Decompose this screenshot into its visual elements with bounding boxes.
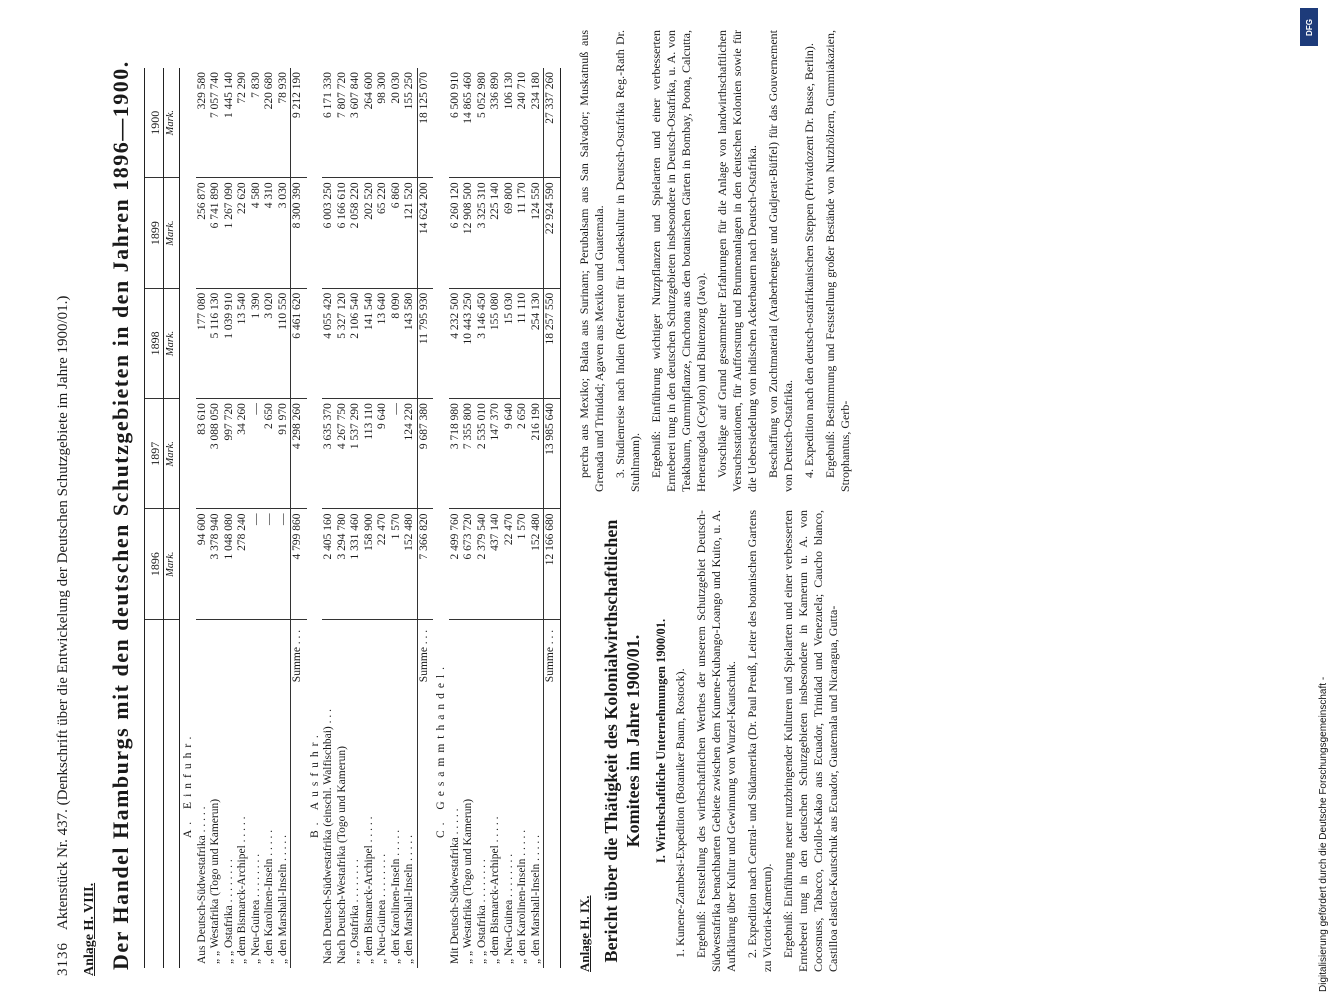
sum-label: Summe . . . xyxy=(417,619,433,968)
trade-table xyxy=(144,68,561,968)
table-row xyxy=(516,68,530,968)
table-corner xyxy=(145,619,164,968)
paragraph: 1. Kunene-Zambesi-Expedition (Botaniker Baum, Rostock). xyxy=(672,668,687,958)
row-label: „ Neu-Guinea . . . . . . . . xyxy=(376,853,388,964)
table-row xyxy=(223,68,237,968)
annex-viii-title: Der Handel Hamburgs mit den deutschen Schutzgebieten in den Jahren 1896—1900. xyxy=(108,60,133,970)
year-header: 1896 xyxy=(145,509,164,619)
value-cell: 22 470 xyxy=(376,509,390,619)
value-cell: 10 443 250 xyxy=(462,288,476,398)
value-cell: 22 620 xyxy=(236,178,250,288)
value-cell: 202 520 xyxy=(363,178,377,288)
row-label: „ den Karolinen-Inseln . . . . . xyxy=(389,829,402,964)
page-number: 3136 xyxy=(55,942,71,976)
sum-row xyxy=(291,68,307,968)
value-cell: 12 908 500 xyxy=(462,178,476,288)
value-cell: 336 890 xyxy=(489,68,503,178)
value-cell: 264 600 xyxy=(363,68,377,178)
value-cell: 2 106 540 xyxy=(349,288,363,398)
value-cell: 2 379 540 xyxy=(476,509,490,619)
value-cell: 83 610 xyxy=(196,399,210,509)
table-row xyxy=(503,68,517,968)
table-row xyxy=(530,68,544,968)
value-cell: 4 267 750 xyxy=(336,399,350,509)
value-cell: 113 110 xyxy=(363,399,377,509)
table-row xyxy=(263,68,277,968)
value-cell: — xyxy=(250,399,264,509)
value-cell: 3 325 310 xyxy=(476,178,490,288)
value-cell: 216 190 xyxy=(530,399,544,509)
value-cell: 152 480 xyxy=(403,509,417,619)
value-cell: 15 030 xyxy=(503,288,517,398)
value-cell: 158 900 xyxy=(363,509,377,619)
row-label: „ „ Ostafrika . . . . . . . . xyxy=(475,859,488,964)
sum-row xyxy=(544,68,561,968)
table-row xyxy=(403,68,417,968)
row-label: „ den Karolinen-Inseln . . . . . xyxy=(516,829,528,964)
value-cell: 1 331 460 xyxy=(349,509,363,619)
unit-header: Mark. xyxy=(163,509,180,619)
section-heading: I. Wirthschaftliche Unternehmungen 1900/01. xyxy=(653,618,668,864)
value-cell: 2 650 xyxy=(263,399,277,509)
value-cell: 437 140 xyxy=(489,509,503,619)
value-cell: 3 718 980 xyxy=(449,399,463,509)
table-row xyxy=(322,68,336,968)
running-head-text: Aktenstück Nr. 437. (Denkschrift über die Entwickelung der Deutschen Schutzgebiete im Jahre 1900/01.) xyxy=(55,295,71,930)
value-cell: 6 741 890 xyxy=(209,178,223,288)
value-cell: 7 830 xyxy=(250,68,264,178)
value-cell: 124 220 xyxy=(403,399,417,509)
value-cell: 141 540 xyxy=(363,288,377,398)
year-header: 1899 xyxy=(145,178,164,288)
sum-label: Summe . . . xyxy=(544,619,561,968)
annex-ix xyxy=(577,28,859,976)
sum-cell: 6 461 620 xyxy=(291,288,307,398)
value-cell: 22 470 xyxy=(503,509,517,619)
row-label: „ Neu-Guinea . . . . . . . . xyxy=(502,853,515,964)
value-cell: 6 673 720 xyxy=(462,509,476,619)
table-row xyxy=(449,68,463,968)
row-label: „ „ Westafrika (Togo und Kamerun) xyxy=(209,798,221,964)
value-cell: 225 140 xyxy=(489,178,503,288)
row-label: Mit Deutsch-Südwestafrika . . . . . xyxy=(448,808,461,964)
paragraph: Beschaffung von Zuchtmaterial (Araberhengste und Gudjerat-Büffel) für das Gouvernement von Deutsch-Ostafrika. xyxy=(765,30,795,492)
value-cell: 7 057 740 xyxy=(209,68,223,178)
sum-cell: 13 985 640 xyxy=(544,399,561,509)
section-title: A. Einfuhr. xyxy=(182,731,194,838)
value-cell: 234 180 xyxy=(530,68,544,178)
table-row xyxy=(462,68,476,968)
value-cell: — xyxy=(263,509,277,619)
value-cell: 4 232 500 xyxy=(449,288,463,398)
value-cell: 1 048 080 xyxy=(223,509,237,619)
table-row xyxy=(277,68,291,968)
value-cell: 7 807 720 xyxy=(336,68,350,178)
row-label: „ den Marshall-Inseln . . . . . xyxy=(403,834,415,964)
table-row xyxy=(196,68,210,968)
value-cell: 3 088 050 xyxy=(209,399,223,509)
value-cell: 2 405 160 xyxy=(322,509,336,619)
value-cell: 69 800 xyxy=(503,178,517,288)
value-cell: 6 166 610 xyxy=(336,178,350,288)
paragraph: 2. Expedition nach Central- und Südamerika (Dr. Paul Preuß, Leiter des botanischen Gartens zu Victoria-Kamerun). xyxy=(744,510,774,972)
row-label: „ den Marshall-Inseln . . . . . xyxy=(529,834,542,964)
sum-cell: 18 125 070 xyxy=(417,68,433,178)
unit-header: Mark. xyxy=(163,399,180,509)
row-label: Aus Deutsch-Südwestafrika . . . . . xyxy=(195,806,208,964)
row-label: „ „ Westafrika (Togo und Kamerun) xyxy=(462,798,474,964)
annex-ix-label: Anlage H. IX. xyxy=(576,895,592,972)
value-cell: 1 267 090 xyxy=(223,178,237,288)
section-title-row xyxy=(180,68,196,968)
table-row xyxy=(390,68,404,968)
value-cell: 997 720 xyxy=(223,399,237,509)
row-label: Nach Deutsch-Westafrika (Togo und Kamerun) xyxy=(335,746,348,964)
value-cell: 5 327 120 xyxy=(336,288,350,398)
sum-row xyxy=(417,68,433,968)
row-label: „ dem Bismarck-Archipel . . . . . xyxy=(236,816,248,964)
section-title: C. Gesammthandel. xyxy=(435,661,447,838)
value-cell: — xyxy=(250,509,264,619)
sum-cell: 9 687 380 xyxy=(417,399,433,509)
value-cell: 3 378 940 xyxy=(209,509,223,619)
value-cell: 13 540 xyxy=(236,288,250,398)
value-cell: 14 865 460 xyxy=(462,68,476,178)
table-row xyxy=(209,68,223,968)
value-cell: 20 030 xyxy=(390,68,404,178)
paragraph: Vorschläge auf Grund gesammelter Erfahrungen für die Anlage von landwirthschaftlichen Versuchsstationen, für Aufforstung und Brunnenanlagen in den deutschen Kolonien sowie für die Uebersiedelung von indischen Ackerbauern nach Deutsch-Ostafrika. xyxy=(714,30,759,492)
value-cell: 1 570 xyxy=(516,509,530,619)
value-cell: — xyxy=(277,509,291,619)
paragraph: percha aus Mexiko; Balata aus Surinam; Perubalsam aus San Salvador; Muskatnuß aus Grenada und Trinidad; Agaven aus Mexiko und Guatemala. xyxy=(576,30,606,492)
value-cell: 13 640 xyxy=(376,288,390,398)
value-cell: 1 039 910 xyxy=(223,288,237,398)
value-cell: 240 710 xyxy=(516,68,530,178)
value-cell: 5 116 130 xyxy=(209,288,223,398)
value-cell: 143 580 xyxy=(403,288,417,398)
value-cell: 91 970 xyxy=(277,399,291,509)
value-cell: 98 300 xyxy=(376,68,390,178)
value-cell: 2 058 220 xyxy=(349,178,363,288)
value-cell: 72 290 xyxy=(236,68,250,178)
value-cell: 106 130 xyxy=(503,68,517,178)
table-body xyxy=(180,68,561,968)
sum-cell: 7 366 820 xyxy=(417,509,433,619)
value-cell: 8 090 xyxy=(390,288,404,398)
value-cell: 256 870 xyxy=(196,178,210,288)
unit-header: Mark. xyxy=(163,68,180,178)
value-cell: 2 499 760 xyxy=(449,509,463,619)
sum-cell: 8 300 390 xyxy=(291,178,307,288)
value-cell: 121 520 xyxy=(403,178,417,288)
value-cell: 1 537 290 xyxy=(349,399,363,509)
table-row xyxy=(250,68,264,968)
paragraph: Ergebniß: Feststellung des wirthschaftlichen Werthes der unserem Schutzgebiet Deutsch-Südwestafrika benachbarten Gebiete zwischen dem Kunene-Kubango-Loango und Kuito, u. A. Aufklärung über Kultur und Gewinnung von Wurzel-Kautschuk. xyxy=(693,510,738,972)
sum-cell: 11 795 930 xyxy=(417,288,433,398)
value-cell: 329 580 xyxy=(196,68,210,178)
annex-ix-right-column xyxy=(577,30,859,492)
row-label: „ dem Bismarck-Archipel . . . . . xyxy=(362,816,375,964)
value-cell: 2 650 xyxy=(516,399,530,509)
value-cell: 4 580 xyxy=(250,178,264,288)
value-cell: 9 640 xyxy=(376,399,390,509)
table-row xyxy=(336,68,350,968)
table-row xyxy=(363,68,377,968)
sum-cell: 4 298 260 xyxy=(291,399,307,509)
value-cell: 6 171 330 xyxy=(322,68,336,178)
row-label: „ Neu-Guinea . . . . . . . . xyxy=(249,853,262,964)
year-header: 1898 xyxy=(145,288,164,398)
row-label: „ den Karolinen-Inseln . . . . . xyxy=(263,829,275,964)
dfg-logo: DFG xyxy=(1300,8,1318,46)
value-cell: 147 370 xyxy=(489,399,503,509)
value-cell: 254 130 xyxy=(530,288,544,398)
row-label: Nach Deutsch-Südwestafrika (einschl. Walfischbai) . . . xyxy=(322,709,334,964)
paragraph: Ergebniß: Einführung wichtiger Nutzpflanzen und Spielarten und einer verbesserten Ernteberei tung in den deutschen Schutzgebieten insbesondere in Deutsch-Ostafrika, u. A. von Teakbaum, Gummipflanze, Cinchona aus den botanischen Gärten in Bombay, Poona, Calcutta, Heneratgoda (Ceylon) und Buitenzorg (Java). xyxy=(648,30,708,492)
section-title-row xyxy=(307,68,323,968)
value-cell: 3 030 xyxy=(277,178,291,288)
table-row xyxy=(376,68,390,968)
table-row xyxy=(489,68,503,968)
table-row xyxy=(349,68,363,968)
sum-cell: 9 212 190 xyxy=(291,68,307,178)
value-cell: 155 250 xyxy=(403,68,417,178)
value-cell: 152 480 xyxy=(530,509,544,619)
value-cell: 6 860 xyxy=(390,178,404,288)
value-cell: 78 930 xyxy=(277,68,291,178)
value-cell: 3 635 370 xyxy=(322,399,336,509)
paragraph: 3. Studienreise nach Indien (Referent für Landeskultur in Deutsch-Ostafrika Reg.-Rath Dr. Stuhlmann). xyxy=(612,30,642,492)
value-cell: 9 640 xyxy=(503,399,517,509)
value-cell: 1 570 xyxy=(390,509,404,619)
section-title: B. Ausfuhr. xyxy=(308,730,321,838)
row-label: „ den Marshall-Inseln . . . . . xyxy=(276,834,289,964)
paragraph: Ergebniß: Bestimmung und Feststellung großer Bestände von Nutzhölzern, Gummiakazien, Strophantus, Gerb- xyxy=(822,30,852,492)
value-cell: 1 390 xyxy=(250,288,264,398)
unit-header: Mark. xyxy=(163,288,180,398)
year-header: 1900 xyxy=(145,68,164,178)
unit-header: Mark. xyxy=(163,178,180,288)
value-cell: 220 680 xyxy=(263,68,277,178)
value-cell: 94 600 xyxy=(196,509,210,619)
value-cell: 124 550 xyxy=(530,178,544,288)
sum-cell: 4 799 860 xyxy=(291,509,307,619)
value-cell: 7 355 800 xyxy=(462,399,476,509)
value-cell: 3 146 450 xyxy=(476,288,490,398)
annex-ix-left-column xyxy=(577,510,859,972)
value-cell: 1 445 140 xyxy=(223,68,237,178)
rotated-page xyxy=(45,0,1285,1000)
table-row xyxy=(476,68,490,968)
value-cell: 11 170 xyxy=(516,178,530,288)
section-title-row xyxy=(433,68,449,968)
value-cell: 2 535 010 xyxy=(476,399,490,509)
paragraph: 4. Expedition nach den deutsch-ostafrikanischen Steppen (Privatdozent Dr. Busse, Berlin). xyxy=(801,43,816,478)
value-cell: 5 052 980 xyxy=(476,68,490,178)
value-cell: 3 020 xyxy=(263,288,277,398)
value-cell: 6 260 120 xyxy=(449,178,463,288)
row-label: „ „ Ostafrika . . . . . . . . xyxy=(349,859,361,964)
sum-cell: 22 924 590 xyxy=(544,178,561,288)
sum-cell: 12 166 680 xyxy=(544,509,561,619)
value-cell: — xyxy=(390,399,404,509)
value-cell: 177 080 xyxy=(196,288,210,398)
value-cell: 4 310 xyxy=(263,178,277,288)
annex-ix-title: Bericht über die Thätigkeit des Kolonialwirthschaftlichen Komitees im Jahre 1900/01. xyxy=(600,519,643,963)
value-cell: 110 550 xyxy=(277,288,291,398)
row-label: „ dem Bismarck-Archipel . . . . . xyxy=(489,816,501,964)
value-cell: 34 260 xyxy=(236,399,250,509)
running-head xyxy=(55,28,72,976)
row-label: „ „ Ostafrika . . . . . . . . xyxy=(222,859,235,964)
value-cell: 6 003 250 xyxy=(322,178,336,288)
sum-label: Summe . . . xyxy=(291,619,307,968)
year-header: 1897 xyxy=(145,399,164,509)
table-row xyxy=(236,68,250,968)
value-cell: 4 055 420 xyxy=(322,288,336,398)
sum-cell: 27 337 260 xyxy=(544,68,561,178)
value-cell: 11 110 xyxy=(516,288,530,398)
value-cell: 278 240 xyxy=(236,509,250,619)
value-cell: 155 080 xyxy=(489,288,503,398)
sum-cell: 14 624 200 xyxy=(417,178,433,288)
sum-cell: 18 257 550 xyxy=(544,288,561,398)
value-cell: 65 220 xyxy=(376,178,390,288)
value-cell: 6 500 910 xyxy=(449,68,463,178)
annex-viii-label: Anlage H. VIII. xyxy=(82,882,97,976)
digitization-note: Digitalisierung gefördert durch die Deutsche Forschungsgemeinschaft - xyxy=(1318,676,1329,992)
value-cell: 3 607 840 xyxy=(349,68,363,178)
paragraph: Ergebniß: Einführung neuer nutzbringender Kulturen und Spielarten und einer verbesserten Ernteberei tung in den deutschen Schutzgebieten insbesondere in Kamerun u. A. von Cocosnuss, Tabacco, Criollo-Kakao aus Ecuador, Trinidad und Venezuela; Caucho blanco, Castilloa elastica-Kautschuk aus Ecuador, Guatemala und Nicaragua, Gutta- xyxy=(780,510,840,972)
value-cell: 3 294 780 xyxy=(336,509,350,619)
